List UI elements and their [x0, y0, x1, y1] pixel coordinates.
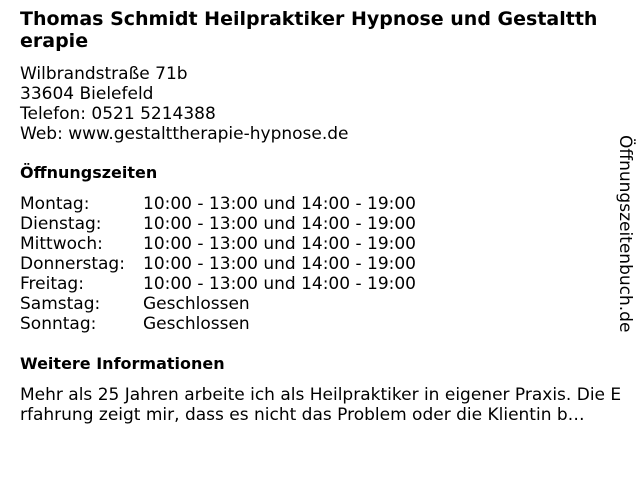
day-label: Samstag: — [20, 294, 101, 314]
hours-row-sunday — [20, 314, 416, 334]
day-label: Dienstag: — [20, 214, 102, 234]
time-value: 10:00 - 13:00 und 14:00 - 19:00 — [143, 214, 416, 234]
more-info-text: Mehr als 25 Jahren arbeite ich als Heilpraktiker in eigener Praxis. Die Erfahrung zeigt mir, dass es nicht das Problem oder die Klientin b… — [20, 385, 622, 425]
street-address: Wilbrandstraße 71b — [20, 64, 188, 84]
time-value: 10:00 - 13:00 und 14:00 - 19:00 — [143, 234, 416, 254]
opening-hours-heading: Öffnungszeiten — [20, 163, 158, 182]
hours-row-saturday — [20, 294, 416, 314]
time-value: 10:00 - 13:00 und 14:00 - 19:00 — [143, 254, 416, 274]
day-label: Freitag: — [20, 274, 84, 294]
address-block — [20, 64, 580, 144]
hours-row-thursday — [20, 254, 416, 274]
time-value: Geschlossen — [143, 294, 250, 314]
hours-row-friday — [20, 274, 416, 294]
day-label: Donnerstag: — [20, 254, 125, 274]
hours-row-wednesday — [20, 234, 416, 254]
business-name: Thomas Schmidt Heilpraktiker Hypnose und Gestalttherapie — [20, 8, 598, 52]
time-value: 10:00 - 13:00 und 14:00 - 19:00 — [143, 194, 416, 214]
site-watermark: Öffnungszeitenbuch.de — [615, 135, 635, 333]
day-label: Mittwoch: — [20, 234, 103, 254]
time-value: 10:00 - 13:00 und 14:00 - 19:00 — [143, 274, 416, 294]
more-info-heading: Weitere Informationen — [20, 354, 225, 373]
website: Web: www.gestalttherapie-hypnose.de — [20, 124, 349, 144]
city-postcode: 33604 Bielefeld — [20, 84, 154, 104]
phone-number: Telefon: 0521 5214388 — [20, 104, 216, 124]
time-value: Geschlossen — [143, 314, 250, 334]
hours-row-tuesday — [20, 214, 416, 234]
day-label: Montag: — [20, 194, 90, 214]
day-label: Sonntag: — [20, 314, 97, 334]
hours-row-monday — [20, 194, 416, 214]
opening-hours-table — [20, 194, 416, 334]
